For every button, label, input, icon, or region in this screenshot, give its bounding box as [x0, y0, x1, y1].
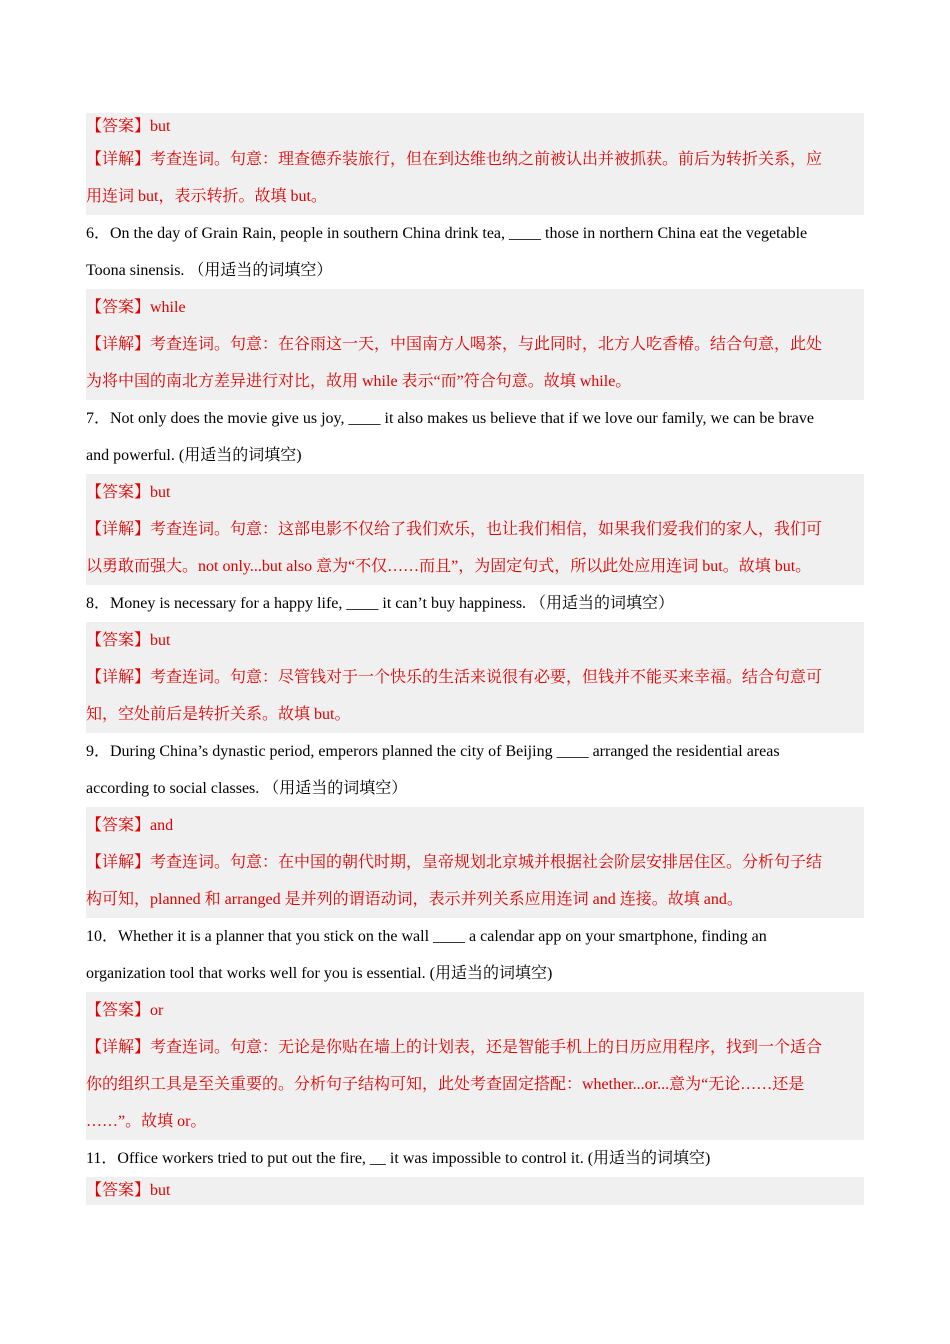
question-line: according to social classes. （用适当的词填空） [86, 780, 408, 797]
question-8 [86, 585, 864, 622]
question-line: 7．Not only does the movie give us joy, ____ it also makes us believe that if we love our family, we can be brave [86, 410, 814, 427]
detail-line: 为将中国的南北方差异进行对比，故用 while 表示“而”符合句意。故填 while。 [86, 373, 632, 390]
answer-block [86, 113, 864, 215]
answer-block [86, 622, 864, 733]
answer-line: 【答案】but [86, 632, 171, 649]
answer-line: 【答案】and [86, 817, 174, 834]
answer-block [86, 807, 864, 918]
question-line: 11．Office workers tried to put out the fire, __ it was impossible to control it. (用适当的词填空) [86, 1150, 711, 1167]
question-line: 9．During China’s dynastic period, emperors planned the city of Beijing ____ arranged the residential areas [86, 743, 780, 760]
detail-line: 【详解】考查连词。句意：这部电影不仅给了我们欢乐，也让我们相信，如果我们爱我们的家人，我们可 [86, 521, 823, 538]
answer-line: 【答案】but [86, 1182, 171, 1199]
question-6 [86, 215, 864, 289]
question-line: and powerful. (用适当的词填空) [86, 447, 302, 464]
detail-line: 【详解】考查连词。句意：在中国的朝代时期，皇帝规划北京城并根据社会阶层安排居住区。分析句子结 [86, 854, 823, 871]
answer-line: 【答案】while [86, 299, 186, 316]
question-line: organization tool that works well for you is essential. (用适当的词填空) [86, 965, 553, 982]
answer-block [86, 1177, 864, 1205]
answer-line: 【答案】but [86, 484, 171, 501]
detail-line: 构可知，planned 和 arranged 是并列的谓语动词，表示并列关系应用连词 and 连接。故填 and。 [86, 891, 743, 908]
question-line: 6．On the day of Grain Rain, people in southern China drink tea, ____ those in northern China eat the vegetable [86, 225, 808, 242]
question-line: 10．Whether it is a planner that you stick on the wall ____ a calendar app on your smartphone, finding an [86, 928, 767, 945]
detail-line: 知，空处前后是转折关系。故填 but。 [86, 706, 351, 723]
detail-line: 用连词 but，表示转折。故填 but。 [86, 188, 327, 205]
detail-line: 【详解】考查连词。句意：理查德乔装旅行，但在到达维也纳之前被认出并被抓获。前后为转折关系，应 [86, 151, 823, 168]
detail-line: 你的组织工具是至关重要的。分析句子结构可知，此处考查固定搭配：whether...or...意为“无论……还是 [86, 1076, 805, 1093]
detail-line: 【详解】考查连词。句意：尽管钱对于一个快乐的生活来说很有必要，但钱并不能买来幸福。结合句意可 [86, 669, 823, 686]
question-7 [86, 400, 864, 474]
question-9 [86, 733, 864, 807]
document-page [86, 113, 864, 1205]
detail-line: 【详解】考查连词。句意：在谷雨这一天，中国南方人喝茶，与此同时，北方人吃香椿。结合句意，此处 [86, 336, 823, 353]
answer-line: 【答案】but [86, 118, 171, 135]
detail-line: ……”。故填 or。 [86, 1113, 207, 1130]
detail-line: 【详解】考查连词。句意：无论是你贴在墙上的计划表，还是智能手机上的日历应用程序，找到一个适合 [86, 1039, 823, 1056]
question-line: 8．Money is necessary for a happy life, ____ it can’t buy happiness. （用适当的词填空） [86, 595, 675, 612]
answer-block [86, 289, 864, 400]
question-line: Toona sinensis. （用适当的词填空） [86, 262, 333, 279]
detail-line: 以勇敢而强大。not only...but also 意为“不仅……而且”，为固定句式，所以此处应用连词 but。故填 but。 [86, 558, 812, 575]
question-11 [86, 1140, 864, 1177]
question-10 [86, 918, 864, 992]
answer-block [86, 992, 864, 1140]
answer-line: 【答案】or [86, 1002, 164, 1019]
answer-block [86, 474, 864, 585]
